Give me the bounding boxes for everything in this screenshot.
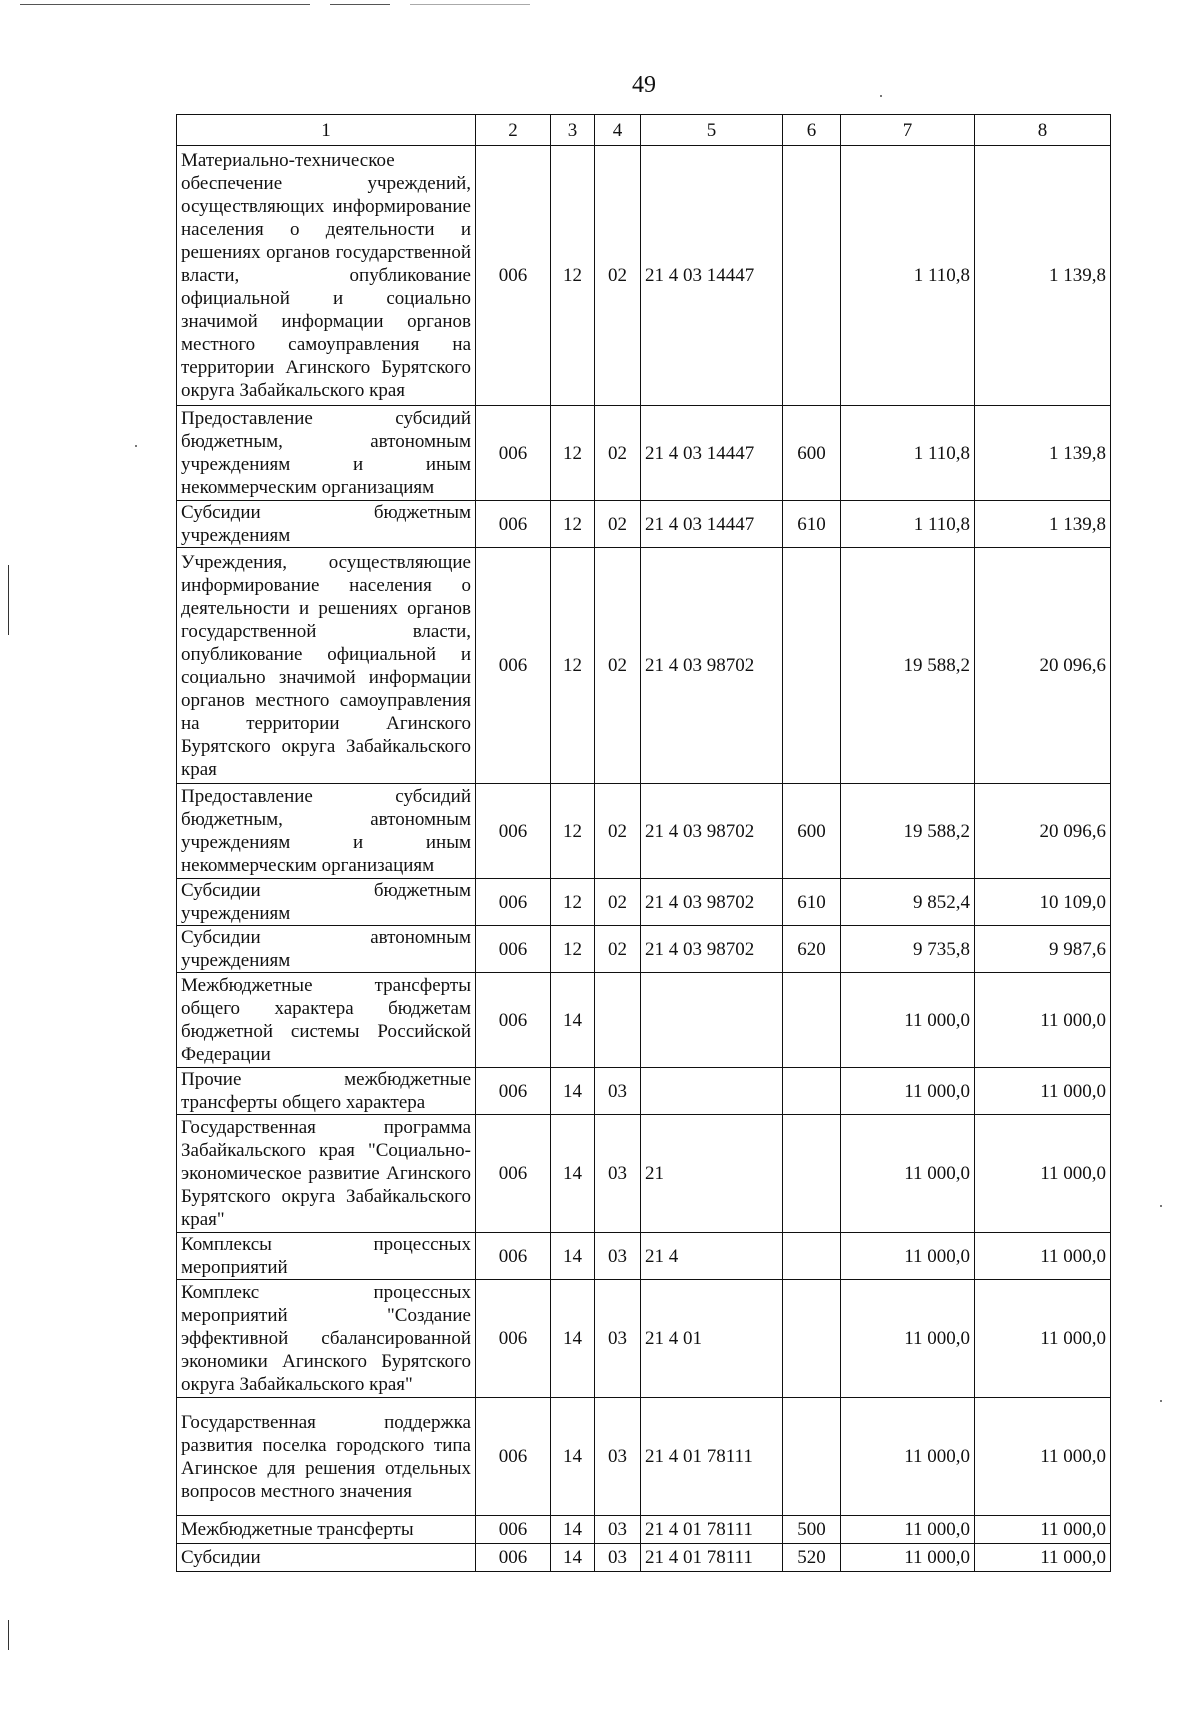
row-name-cell: Комплексы процессных мероприятий [177,1233,476,1280]
row-subsection-cell: 02 [595,501,641,548]
table-header-row [177,115,1111,146]
row-amount-year2-cell: 11 000,0 [975,1544,1111,1572]
row-expense-type-cell: 520 [783,1544,841,1572]
row-section-cell: 14 [551,1280,595,1398]
row-name-cell: Межбюджетные трансферты [177,1516,476,1544]
row-amount-year1-cell: 11 000,0 [841,973,975,1068]
row-amount-year1-cell: 9 735,8 [841,926,975,973]
row-expense-type-cell: 600 [783,406,841,501]
row-expense-type-cell: 600 [783,784,841,879]
row-expense-type-cell [783,973,841,1068]
row-name-cell: Государственная поддержка развития поселка городского типа Агинское для решения отдельных вопросов местного значения [177,1398,476,1516]
row-section-cell: 12 [551,879,595,926]
row-amount-year2-cell: 9 987,6 [975,926,1111,973]
row-section-cell: 12 [551,406,595,501]
row-target-article-cell [641,973,783,1068]
row-target-article-cell: 21 4 03 98702 [641,784,783,879]
scan-artifact-line [410,4,530,5]
row-expense-type-cell [783,1115,841,1233]
row-section-cell: 14 [551,1115,595,1233]
row-amount-year2-cell: 11 000,0 [975,1233,1111,1280]
table-row [177,1516,1111,1544]
row-amount-year1-cell: 11 000,0 [841,1233,975,1280]
header-cell: 2 [476,115,551,146]
row-subsection-cell: 03 [595,1068,641,1115]
row-ved-cell: 006 [476,973,551,1068]
budget-table [176,114,1111,1572]
scan-artifact-line [330,4,390,5]
table-row [177,973,1111,1068]
row-amount-year1-cell: 11 000,0 [841,1068,975,1115]
row-target-article-cell: 21 4 03 98702 [641,926,783,973]
row-target-article-cell: 21 4 01 78111 [641,1398,783,1516]
row-name-cell: Государственная программа Забайкальского края "Социально-экономическое развитие Агинского Бурятского округа Забайкальского края" [177,1115,476,1233]
row-section-cell: 12 [551,501,595,548]
row-amount-year1-cell: 11 000,0 [841,1544,975,1572]
row-target-article-cell: 21 4 03 98702 [641,879,783,926]
scan-speck [1160,1205,1162,1207]
scan-margin-mark [8,565,9,635]
row-section-cell: 12 [551,548,595,784]
header-cell: 1 [177,115,476,146]
table-row [177,548,1111,784]
row-ved-cell: 006 [476,146,551,406]
row-expense-type-cell [783,1280,841,1398]
header-cell: 8 [975,115,1111,146]
row-subsection-cell: 02 [595,548,641,784]
table-row [177,879,1111,926]
row-subsection-cell: 03 [595,1516,641,1544]
row-name-cell: Комплекс процессных мероприятий "Создание эффективной сбалансированной экономики Агинского Бурятского округа Забайкальского края" [177,1280,476,1398]
row-amount-year2-cell: 20 096,6 [975,784,1111,879]
row-target-article-cell [641,1068,783,1115]
row-subsection-cell: 03 [595,1233,641,1280]
table-row [177,784,1111,879]
row-ved-cell: 006 [476,1516,551,1544]
scan-speck [135,445,137,447]
table-row [177,1544,1111,1572]
row-target-article-cell: 21 4 03 14447 [641,406,783,501]
row-name-cell: Учреждения, осуществляющие информирование населения о деятельности и решениях органов государственной власти, опубликование официальной и социально значимой информации органов местного самоуправления на территории Агинского Бурятского округа Забайкальского края [177,548,476,784]
table-row [177,146,1111,406]
table-row [177,1068,1111,1115]
row-subsection-cell: 02 [595,926,641,973]
row-ved-cell: 006 [476,406,551,501]
table-row [177,406,1111,501]
row-subsection-cell: 02 [595,784,641,879]
header-cell: 3 [551,115,595,146]
row-target-article-cell: 21 4 [641,1233,783,1280]
row-amount-year2-cell: 11 000,0 [975,1280,1111,1398]
row-ved-cell: 006 [476,879,551,926]
row-subsection-cell: 03 [595,1115,641,1233]
row-amount-year2-cell: 11 000,0 [975,1398,1111,1516]
row-amount-year2-cell: 11 000,0 [975,1068,1111,1115]
row-target-article-cell: 21 4 03 14447 [641,501,783,548]
row-amount-year2-cell: 1 139,8 [975,501,1111,548]
scan-margin-mark [8,1620,9,1650]
row-amount-year1-cell: 11 000,0 [841,1516,975,1544]
row-ved-cell: 006 [476,926,551,973]
header-cell: 4 [595,115,641,146]
row-amount-year2-cell: 11 000,0 [975,973,1111,1068]
row-subsection-cell: 03 [595,1544,641,1572]
row-amount-year1-cell: 11 000,0 [841,1115,975,1233]
row-section-cell: 14 [551,1398,595,1516]
row-ved-cell: 006 [476,1233,551,1280]
scan-artifact-line [20,4,310,5]
row-expense-type-cell [783,1398,841,1516]
row-name-cell: Субсидии бюджетным учреждениям [177,879,476,926]
row-subsection-cell: 02 [595,406,641,501]
row-name-cell: Субсидии бюджетным учреждениям [177,501,476,548]
row-amount-year1-cell: 1 110,8 [841,146,975,406]
row-name-cell: Межбюджетные трансферты общего характера бюджетам бюджетной системы Российской Федерации [177,973,476,1068]
row-amount-year1-cell: 11 000,0 [841,1398,975,1516]
row-amount-year2-cell: 11 000,0 [975,1516,1111,1544]
row-amount-year2-cell: 1 139,8 [975,146,1111,406]
table-row [177,1398,1111,1516]
row-section-cell: 12 [551,926,595,973]
row-ved-cell: 006 [476,784,551,879]
row-section-cell: 14 [551,973,595,1068]
table-row [177,1233,1111,1280]
row-ved-cell: 006 [476,548,551,784]
row-target-article-cell: 21 4 03 98702 [641,548,783,784]
row-name-cell: Предоставление субсидий бюджетным, автономным учреждениям и иным некоммерческим организациям [177,406,476,501]
row-ved-cell: 006 [476,1280,551,1398]
row-expense-type-cell: 620 [783,926,841,973]
row-target-article-cell: 21 4 01 78111 [641,1544,783,1572]
row-subsection-cell [595,973,641,1068]
row-ved-cell: 006 [476,1398,551,1516]
row-section-cell: 14 [551,1068,595,1115]
row-amount-year2-cell: 1 139,8 [975,406,1111,501]
row-amount-year2-cell: 20 096,6 [975,548,1111,784]
row-target-article-cell: 21 4 03 14447 [641,146,783,406]
row-section-cell: 14 [551,1544,595,1572]
row-ved-cell: 006 [476,501,551,548]
row-section-cell: 12 [551,784,595,879]
row-name-cell: Материально-техническое обеспечение учреждений, осуществляющих информирование населения о деятельности и решениях органов государственной власти, опубликование официальной и социально значимой информации органов местного самоуправления на территории Агинского Бурятского округа Забайкальского края [177,146,476,406]
row-section-cell: 14 [551,1516,595,1544]
row-target-article-cell: 21 4 01 [641,1280,783,1398]
row-amount-year2-cell: 11 000,0 [975,1115,1111,1233]
row-ved-cell: 006 [476,1544,551,1572]
row-expense-type-cell [783,1233,841,1280]
header-cell: 5 [641,115,783,146]
row-amount-year1-cell: 9 852,4 [841,879,975,926]
row-section-cell: 12 [551,146,595,406]
row-expense-type-cell: 610 [783,879,841,926]
row-name-cell: Субсидии [177,1544,476,1572]
row-subsection-cell: 03 [595,1398,641,1516]
row-amount-year1-cell: 19 588,2 [841,548,975,784]
row-subsection-cell: 03 [595,1280,641,1398]
row-amount-year1-cell: 19 588,2 [841,784,975,879]
row-expense-type-cell [783,548,841,784]
row-name-cell: Субсидии автономным учреждениям [177,926,476,973]
header-cell: 6 [783,115,841,146]
row-ved-cell: 006 [476,1115,551,1233]
row-subsection-cell: 02 [595,146,641,406]
row-amount-year2-cell: 10 109,0 [975,879,1111,926]
row-amount-year1-cell: 1 110,8 [841,406,975,501]
scan-speck [880,95,882,97]
row-expense-type-cell [783,1068,841,1115]
row-ved-cell: 006 [476,1068,551,1115]
row-subsection-cell: 02 [595,879,641,926]
row-expense-type-cell [783,146,841,406]
row-target-article-cell: 21 4 01 78111 [641,1516,783,1544]
row-expense-type-cell: 500 [783,1516,841,1544]
table-row [177,926,1111,973]
table-row [177,501,1111,548]
row-section-cell: 14 [551,1233,595,1280]
row-name-cell: Предоставление субсидий бюджетным, автономным учреждениям и иным некоммерческим организациям [177,784,476,879]
row-name-cell: Прочие межбюджетные трансферты общего характера [177,1068,476,1115]
table-row [177,1280,1111,1398]
row-target-article-cell: 21 [641,1115,783,1233]
row-expense-type-cell: 610 [783,501,841,548]
row-amount-year1-cell: 11 000,0 [841,1280,975,1398]
page-number: 49 [632,72,656,98]
scan-speck [1160,1400,1162,1402]
table-row [177,1115,1111,1233]
row-amount-year1-cell: 1 110,8 [841,501,975,548]
header-cell: 7 [841,115,975,146]
